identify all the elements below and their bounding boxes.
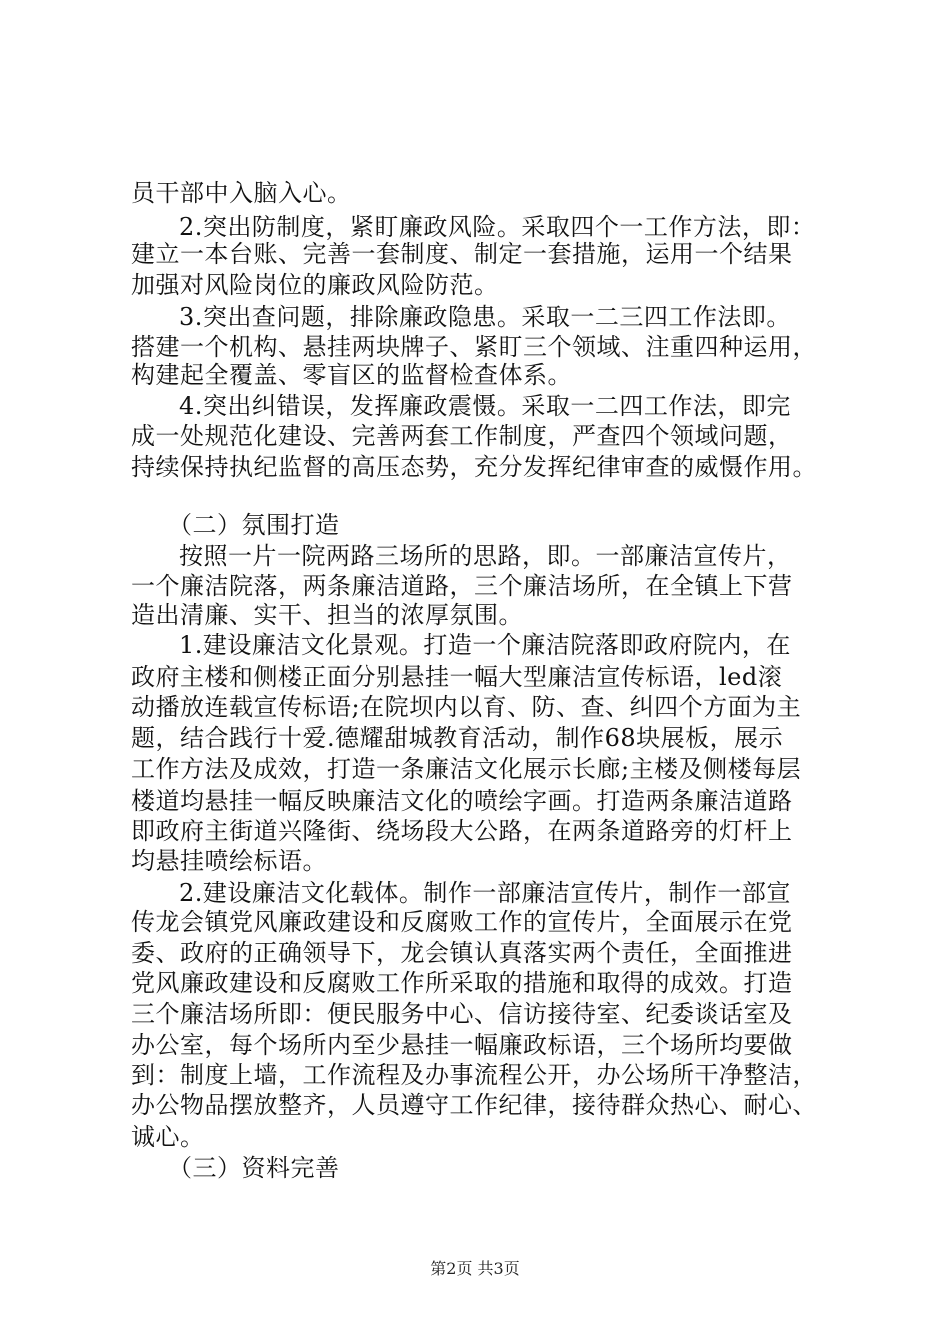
text-line: 2.建设廉洁文化载体。制作一部廉洁宣传片，制作一部宣 <box>179 879 791 907</box>
text-line: 均悬挂喷绘标语。 <box>131 847 327 875</box>
text-line: 加强对风险岗位的廉政风险防范。 <box>131 271 499 299</box>
page-footer: 第2页 共3页 <box>430 1259 520 1278</box>
section-heading: （三）资料完善 <box>168 1154 340 1182</box>
text-line: 一个廉洁院落，两条廉洁道路，三个廉洁场所，在全镇上下营 <box>131 572 793 600</box>
text-line: 三个廉洁场所即：便民服务中心、信访接待室、纪委谈话室及 <box>131 1000 793 1028</box>
text-line: 持续保持执纪监督的高压态势，充分发挥纪律审查的威慑作用。 <box>131 453 817 481</box>
text-line: 3.突出查问题，排除廉政隐患。采取一二三四工作法即。 <box>179 303 791 331</box>
text-line: 动播放连载宣传标语;在院坝内以育、防、查、纠四个方面为主 <box>131 693 802 721</box>
section-heading: （二）氛围打造 <box>168 511 340 539</box>
text-line: 到：制度上墙，工作流程及办事流程公开，办公场所干净整洁， <box>131 1061 817 1089</box>
text-line: 委、政府的正确领导下，龙会镇认真落实两个责任，全面推进 <box>131 939 793 967</box>
text-line: 政府主楼和侧楼正面分别悬挂一幅大型廉洁宣传标语，led滚 <box>131 663 783 691</box>
text-line: 即政府主街道兴隆街、绕场段大公路，在两条道路旁的灯杆上 <box>131 817 793 845</box>
text-line: 建立一本台账、完善一套制度、制定一套措施，运用一个结果 <box>131 240 793 268</box>
text-line: 1.建设廉洁文化景观。打造一个廉洁院落即政府院内，在 <box>179 631 791 659</box>
text-line: 4.突出纠错误，发挥廉政震慑。采取一二四工作法，即完 <box>179 392 791 420</box>
text-line: 成一处规范化建设、完善两套工作制度，严查四个领域问题， <box>131 422 793 450</box>
text-line: 工作方法及成效，打造一条廉洁文化展示长廊;主楼及侧楼每层 <box>131 755 802 783</box>
text-line: 造出清廉、实干、担当的浓厚氛围。 <box>131 601 523 629</box>
text-line: 构建起全覆盖、零盲区的监督检查体系。 <box>131 361 572 389</box>
text-line: 题，结合践行十爱.德耀甜城教育活动，制作68块展板，展示 <box>131 724 784 752</box>
text-line: 2.突出防制度，紧盯廉政风险。采取四个一工作方法，即： <box>179 213 816 241</box>
text-line: 按照一片一院两路三场所的思路，即。一部廉洁宣传片， <box>179 542 792 570</box>
text-line: 传龙会镇党风廉政建设和反腐败工作的宣传片，全面展示在党 <box>131 908 793 936</box>
text-line: 楼道均悬挂一幅反映廉洁文化的喷绘字画。打造两条廉洁道路 <box>131 787 793 815</box>
text-line: 党风廉政建设和反腐败工作所采取的措施和取得的成效。打造 <box>131 969 793 997</box>
text-line: 办公室，每个场所内至少悬挂一幅廉政标语，三个场所均要做 <box>131 1031 793 1059</box>
text-line: 搭建一个机构、悬挂两块牌子、紧盯三个领域、注重四种运用， <box>131 333 817 361</box>
text-line: 员干部中入脑入心。 <box>131 179 352 207</box>
text-line: 办公物品摆放整齐，人员遵守工作纪律，接待群众热心、耐心、 <box>131 1091 817 1119</box>
text-line: 诚心。 <box>131 1123 205 1151</box>
